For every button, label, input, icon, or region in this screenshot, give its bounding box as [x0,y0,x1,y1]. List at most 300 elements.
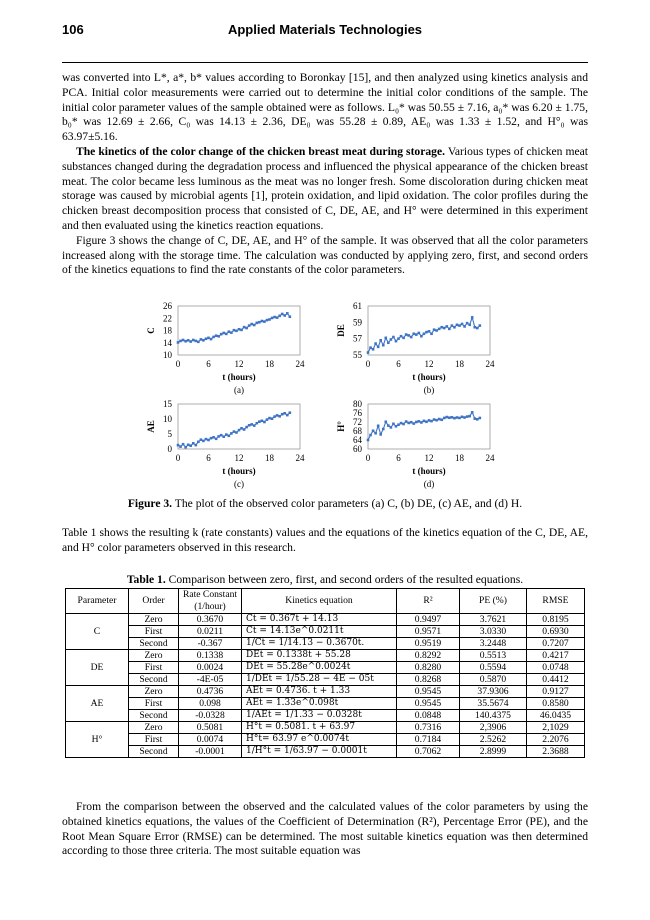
data-point [217,435,220,438]
cell-r2: 0.9545 [397,698,460,710]
table-row [66,650,585,662]
data-point [205,438,208,441]
data-point [189,340,192,343]
page-number: 106 [62,22,84,37]
data-point [400,335,403,338]
data-point [184,446,187,449]
data-point [271,317,274,320]
data-point [456,416,459,419]
data-point [410,336,413,339]
table-caption [62,573,588,586]
x-tick-label: 24 [485,453,495,463]
data-point [240,329,243,332]
data-point [273,316,276,319]
cell-rmse: 2,1029 [527,722,585,734]
cell-rmse: 0.0748 [527,662,585,674]
cell-rmse: 2.3688 [527,746,585,758]
paragraph-1: was converted into L*, a*, b* values according to Boronkay [15], and then analyzed using kinetics analysis and PCA. Initial color measurements were carried out to determine the initial color conditions of the sample. The initial color parameter values of the sample obtained were as follows. L₀* was 50.55 ± 7.16, a₀* was 6.20 ± 1.75, b₀* was 12.69 ± 2.66, C₀ was 14.13 ± 2.36, DE₀ was 55.28 ± 0.89, AE₀ was 1.33 ± 1.52, and H°₀ was 63.97±5.16. [62,71,588,144]
cell-pe: 2,3906 [460,722,527,734]
data-point [390,338,393,341]
y-tick-label: 14 [163,337,172,348]
data-point [266,319,269,322]
data-point [261,420,264,423]
cell-order: Zero [129,614,179,626]
header-rule [62,62,588,63]
x-tick-label: 0 [365,359,371,369]
cell-equation: Ct = 14.13e^0.0211t [242,626,397,638]
data-point [184,340,187,343]
panel-label: (b) [423,385,435,395]
data-point [415,421,418,424]
data-point [382,344,385,347]
cell-rate: 0.5081 [179,722,242,734]
cell-pe: 0.5594 [460,662,527,674]
data-point [289,315,292,318]
data-point [367,439,370,442]
cell-rate: 0.0211 [179,626,242,638]
cell-order: First [129,734,179,746]
header-rate: Rate Constant (1/hour) [179,589,242,614]
chart-d [330,398,515,498]
y-axis-label: H° [336,421,346,432]
y-tick-label: 59 [353,317,362,328]
data-point [463,325,466,328]
paragraph-4: Table 1 shows the resulting k (rate constants) values and the equations of the kinetics equation of the C, DE, AE, and H° color parameters observed in this research. [62,526,588,554]
data-point [253,324,256,327]
data-point [448,416,451,419]
data-point [479,324,482,327]
table-caption-text: Comparison between zero, first, and second orders of the resulted equations. [165,573,524,586]
header-r2: R² [397,589,460,614]
x-tick-label: 0 [365,453,371,463]
y-tick-label: 76 [353,408,362,418]
table-row [66,722,585,734]
table-row [66,710,585,722]
header-order: Order [129,589,179,614]
cell-pe: 3.7621 [460,614,527,626]
data-point [286,312,289,315]
data-point [255,322,258,325]
data-point [377,346,380,349]
x-tick-label: 18 [265,453,274,463]
data-point [248,324,251,327]
x-tick-label: 0 [175,359,181,369]
cell-pe: 140.4375 [460,710,527,722]
data-point [179,340,182,343]
cell-r2: 0.7184 [397,734,460,746]
data-point [379,339,382,342]
y-tick-label: 55 [353,350,362,360]
data-point [207,439,210,442]
x-tick-label: 24 [295,453,305,463]
panel-label: (a) [234,385,244,395]
cell-equation: DEt = 0.1338t + 55.28 [242,650,397,662]
cell-order: Second [129,710,179,722]
data-point [194,340,197,343]
table-row [66,614,585,626]
page-header [62,22,588,44]
y-tick-label: 57 [353,333,362,344]
chart-svg-2 [140,398,325,493]
cell-rate: 0.1338 [179,650,242,662]
data-point [430,332,433,335]
cell-rate: -0.0001 [179,746,242,758]
data-point [222,435,225,438]
data-point [374,432,377,435]
data-point [258,321,261,324]
results-table [65,588,585,758]
cell-r2: 0.9497 [397,614,460,626]
data-point [473,417,476,420]
paragraph-3: Figure 3 shows the change of C, DE, AE, and H° of the sample. It was observed that all the color parameters increased along with the storage time. The calculation was conducted by applying zero, first, and second orders of the kinetics equations to find the rate constants of the color parameters. [62,233,588,277]
x-axis-label: t (hours) [412,372,446,382]
data-point [197,441,200,444]
data-point [407,334,410,337]
data-point [233,430,236,433]
body-text-mid [62,526,588,556]
cell-equation: AEt = 1.33e^0.098t [242,698,397,710]
data-point [420,421,423,424]
data-point [382,428,385,431]
y-tick-label: 60 [353,444,362,454]
data-point [471,316,474,319]
cell-order: Second [129,674,179,686]
x-axis-label: t (hours) [222,372,256,382]
figure-caption [62,497,588,510]
data-point [412,332,415,335]
cell-pe: 0.5870 [460,674,527,686]
x-tick-label: 12 [234,453,244,463]
data-point [230,331,233,334]
cell-rate: 0.098 [179,698,242,710]
data-point [453,326,456,329]
data-point [451,416,454,419]
data-point [268,417,271,420]
x-tick-label: 18 [265,359,274,369]
data-point [395,340,398,343]
data-point [273,415,276,418]
data-point [443,417,446,420]
cell-order: Zero [129,650,179,662]
cell-equation: 1/DEt = 1/55.28 − 4E − 05t [242,674,397,686]
data-point [261,320,264,323]
table-row [66,686,585,698]
cell-pe: 37.9306 [460,686,527,698]
cell-rmse: 0.4412 [527,674,585,686]
data-point [420,335,423,338]
data-point [189,444,192,447]
cell-order: Zero [129,686,179,698]
cell-rate: 0.0074 [179,734,242,746]
data-point [182,339,185,342]
data-point [387,341,390,344]
data-point [476,418,479,421]
data-point [415,333,418,336]
data-point [397,423,400,426]
cell-equation: AEt = 0.4736. t + 1.33 [242,686,397,698]
data-point [443,327,446,330]
cell-rate: 0.3670 [179,614,242,626]
data-point [466,322,469,325]
data-point [425,420,428,423]
cell-pe: 3.2448 [460,638,527,650]
data-point [445,416,448,419]
cell-rate: -0.367 [179,638,242,650]
cell-order: First [129,698,179,710]
data-point [202,339,205,342]
data-point [418,332,421,335]
data-point [266,418,269,421]
data-point [402,423,405,426]
y-tick-label: 15 [163,399,172,409]
y-tick-label: 10 [163,350,172,360]
data-point [402,337,405,340]
cell-order: Zero [129,722,179,734]
data-point [384,337,387,340]
data-point [466,415,469,418]
data-point [468,323,471,326]
cell-r2: 0.9519 [397,638,460,650]
data-point [412,422,415,425]
data-point [479,417,482,420]
data-point [225,433,228,436]
data-point [187,339,190,342]
x-tick-label: 12 [234,359,244,369]
cell-r2: 0.8292 [397,650,460,662]
y-tick-label: 10 [163,414,172,424]
data-point [200,438,203,441]
data-point [220,333,223,336]
data-point [453,417,456,420]
x-tick-label: 24 [485,359,495,369]
cell-equation: 1/H°t = 1/63.97 − 0.0001t [242,746,397,758]
data-point [471,411,474,414]
data-point [187,444,190,447]
data-point [278,315,281,318]
cell-equation: 1/Ct = 1/14.13 − 0.3670t. [242,638,397,650]
data-point [369,434,372,437]
cell-r2: 0.8280 [397,662,460,674]
cell-pe: 3.0330 [460,626,527,638]
chart-c [140,398,325,498]
data-point [410,421,413,424]
data-point [407,422,410,425]
header-kinetics: Kinetics equation [242,589,397,614]
y-tick-label: 68 [353,426,362,436]
y-tick-label: 26 [163,301,172,311]
data-point [468,415,471,418]
data-point [245,426,248,429]
cell-rate: 0.0024 [179,662,242,674]
data-point [233,329,236,332]
data-point [390,426,393,429]
y-tick-label: 80 [353,399,362,409]
data-point [286,414,289,417]
cell-r2: 0.7062 [397,746,460,758]
data-point [438,328,441,331]
data-point [263,421,266,424]
data-point [433,418,436,421]
x-tick-label: 6 [396,359,401,369]
data-point [440,418,443,421]
x-tick-label: 6 [206,453,211,463]
x-tick-label: 6 [206,359,211,369]
data-point [230,432,233,435]
data-point [258,420,261,423]
data-point [405,420,408,423]
data-point [448,328,451,331]
data-point [220,434,223,437]
data-point [435,329,438,332]
data-point [238,429,241,432]
data-point [281,413,284,416]
chart-svg-3 [330,398,515,493]
data-point [248,424,251,427]
data-point [395,425,398,428]
data-point [405,333,408,336]
data-point [423,420,426,423]
x-tick-label: 6 [396,453,401,463]
cell-pe: 2.8999 [460,746,527,758]
y-tick-label: 72 [353,417,362,427]
header-pe: PE (%) [460,589,527,614]
paragraph-2-heading: The kinetics of the color change of the chicken breast meat during storage. [76,144,446,158]
cell-rmse: 0.9127 [527,686,585,698]
cell-rate: 0.4736 [179,686,242,698]
data-point [397,337,400,340]
table-row [66,638,585,650]
x-tick-label: 12 [424,359,434,369]
data-point [205,337,208,340]
chart-svg-1 [330,302,515,400]
data-point [179,445,182,448]
data-point [235,330,238,333]
cell-parameter: AE [66,686,129,722]
chart-b [330,302,515,405]
data-point [458,324,461,327]
body-text-top [62,71,588,278]
body-text-bottom [62,800,588,859]
y-tick-label: 61 [353,301,362,311]
data-point [458,417,461,420]
cell-order: First [129,662,179,674]
plot-frame [368,404,490,449]
chart-svg-0 [140,302,325,400]
cell-pe: 2.5262 [460,734,527,746]
data-point [445,325,448,328]
data-point [435,419,438,422]
cell-rmse: 46.0435 [527,710,585,722]
x-tick-label: 18 [455,359,464,369]
data-point [430,420,433,423]
cell-equation: Ct = 0.367t + 14.13 [242,614,397,626]
data-point [384,420,387,423]
panel-label: (c) [234,479,244,489]
header-parameter: Parameter [66,589,129,614]
cell-order: Second [129,638,179,650]
data-point [374,342,377,345]
cell-rmse: 0.6930 [527,626,585,638]
data-point [377,425,380,428]
data-point [228,435,231,438]
data-point [245,327,248,330]
data-point [228,330,231,333]
table-row [66,674,585,686]
paragraph-5: From the comparison between the observed and the calculated values of the color parameters by using the obtained kinetics equations, the values of the Coefficient of Determination (R²), Percentage Error (PE), and the Root Mean Square Error (RMSE) can be determined. The most suitable kinetics equation was then determined according to those three criteria. The most suitable equation was [62,800,588,858]
cell-pe: 0.5513 [460,650,527,662]
header-rmse: RMSE [527,589,585,614]
data-point [215,438,218,441]
chart-a [140,302,325,405]
data-point [217,335,220,338]
data-point [423,332,426,335]
data-point [392,423,395,426]
x-tick-label: 24 [295,359,305,369]
figure-label: Figure 3. [127,497,173,510]
data-point [235,431,238,434]
data-point [451,324,454,327]
x-tick-label: 0 [175,453,181,463]
data-point [283,412,286,415]
data-point [456,323,459,326]
cell-rmse: 0.7207 [527,638,585,650]
data-point [369,346,372,349]
table-label: Table 1. [126,573,166,586]
data-point [215,334,218,337]
data-point [240,427,243,430]
data-point [210,338,213,341]
cell-rmse: 0.8195 [527,614,585,626]
cell-order: First [129,626,179,638]
x-tick-label: 12 [424,453,434,463]
y-axis-label: DE [336,324,346,337]
cell-rmse: 0.8580 [527,698,585,710]
data-point [428,419,431,422]
table-row [66,626,585,638]
data-point [281,313,284,316]
data-point [283,314,286,317]
cell-r2: 0.9545 [397,686,460,698]
data-point [207,337,210,340]
y-tick-label: 64 [353,435,362,445]
data-point [194,444,197,447]
cell-parameter: H° [66,722,129,758]
cell-r2: 0.9571 [397,626,460,638]
data-point [440,326,443,329]
data-point [461,416,464,419]
data-point [182,443,185,446]
data-point [225,333,228,336]
data-point [476,327,479,330]
x-axis-label: t (hours) [222,466,256,476]
data-point [428,330,431,333]
data-point [463,416,466,419]
data-point [212,436,215,439]
cell-rmse: 2.2076 [527,734,585,746]
data-point [276,316,279,319]
y-axis-label: AE [146,420,156,433]
cell-equation: DEt = 55.28e^0.0024t [242,662,397,674]
figure-caption-text: The plot of the observed color parameters (a) C, (b) DE, (c) AE, and (d) H. [172,497,523,510]
data-point [197,341,200,344]
cell-parameter: C [66,614,129,650]
data-point [387,424,390,427]
y-tick-label: 5 [167,429,172,439]
data-point [425,331,428,334]
data-point [250,323,253,326]
data-point [278,415,281,418]
data-point [372,429,375,432]
